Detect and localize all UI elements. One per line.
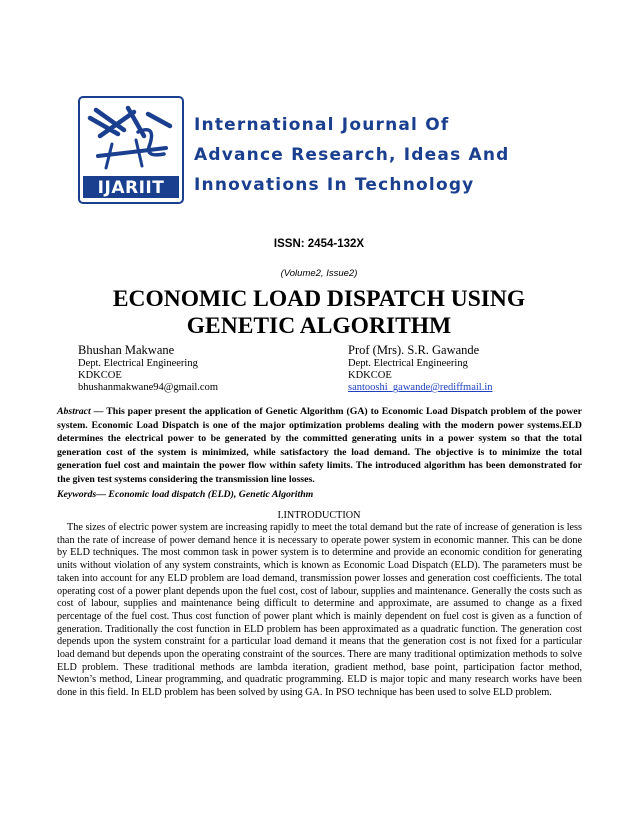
abstract-dash: — — [90, 406, 107, 417]
journal-name — [194, 110, 574, 200]
abstract — [57, 405, 582, 487]
author-department: Dept. Electrical Engineering — [348, 358, 468, 369]
abstract-text: This paper present the application of Genetic Algorithm (GA) to Economic Load Dispatch problem of the power system. Economic Load Dispatch is one of the major optimization problems dealing with the modern power systems.ELD determines the electrical power to be generated by the committed generating units in a power system so that the total generation cost of the system is minimized, while satisfactory the load demand. The objective is to minimize the total generation fuel cost and maintain the power flow within safety limits. The introduced algorithm has been demonstrated for the given test systems considering the transmission line losses. — [57, 406, 582, 485]
author-email-link[interactable]: santooshi_gawande@rediffmail.in — [348, 382, 493, 393]
author-email: bhushanmakwane94@gmail.com — [78, 382, 219, 393]
journal-name-line-2: Advance Research, Ideas And — [194, 145, 510, 165]
author-name: Prof (Mrs). S.R. Gawande — [348, 343, 480, 357]
journal-logo-icon — [78, 96, 184, 204]
author-college: KDKCOE — [78, 370, 122, 381]
author-block-2 — [348, 343, 492, 394]
volume-issue: (Volume2, Issue2) — [280, 268, 358, 279]
logo-label: IJARIIT — [97, 178, 165, 198]
journal-name-line-3: Innovations In Technology — [194, 175, 475, 195]
author-name: Bhushan Makwane — [78, 343, 175, 357]
paper-title: ECONOMIC LOAD DISPATCH USING GENETIC ALGORITHM — [112, 286, 526, 339]
journal-masthead — [78, 96, 558, 206]
issn-number: ISSN: 2454-132X — [273, 238, 365, 250]
abstract-label: Abstract — [57, 406, 91, 417]
author-department: Dept. Electrical Engineering — [78, 358, 198, 369]
author-block-1 — [78, 343, 218, 394]
journal-name-line-1: International Journal Of — [194, 115, 450, 135]
section-heading-introduction: I.INTRODUCTION — [277, 510, 361, 521]
keywords: Keywords— Economic load dispatch (ELD), Genetic Algorithm — [57, 489, 314, 500]
introduction-paragraph: The sizes of electric power system are increasing rapidly to meet the total demand but the rate of increase of generation is less than the rate of increase of power demand hence it is necessary to operate power system in economic manner. This can be done by ELD techniques. The most common task in power system is to determine and provide an economic condition for generating units without violation of any system constraints, which is known as Economic Load Dispatch (ELD). The parameters must be taken into account for any ELD problem are load demand, transmission power losses and generation cost coefficients. The total operating cost of a power plant depends upon the fuel cost, cost of labour, supplies and maintenance. Generally the costs such as cost of labour, supplies and maintenance being difficult to determine and approximate, are assumed to change as a fixed percentage of the fuel cost. Thus cost function of power plant which is mainly dependent on fuel cost is given as a function of generation. Traditionally the cost function in ELD problem has been approximated as a quadratic function. The generation cost depends upon the system constraint for a particular load demand it means that the generation cost is not fixed for a particular load demand but depends upon the operating constraint of the sources. There are many traditional optimization methods to solve ELD problem. These traditional methods are lambda iteration, gradient method, base point, participation factor method, Newton’s method, Linear programming, and quadratic programming. ELD is major topic and many research works have been done in this field. In ELD problem has been solved by using GA. In PSO technique has been used to solve ELD problem. — [57, 522, 582, 699]
author-college: KDKCOE — [348, 370, 392, 381]
